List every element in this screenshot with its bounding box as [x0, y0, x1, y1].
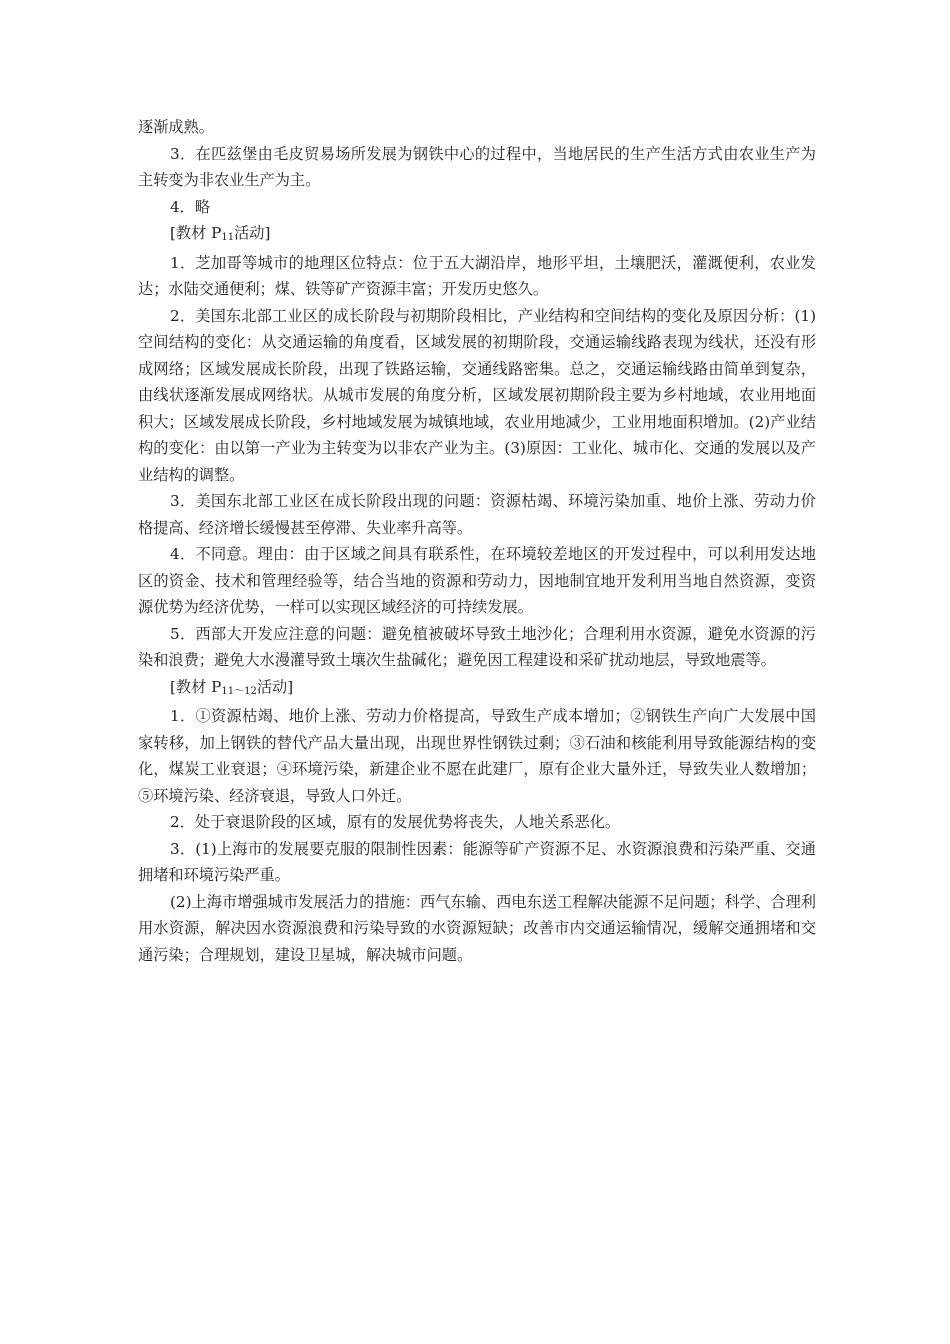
paragraph-answer-4: 4．略 [170, 197, 211, 216]
section-heading-p11 [138, 220, 816, 250]
heading-suffix: 活动] [256, 677, 294, 696]
section-heading-p11-12 [138, 674, 816, 704]
paragraph-decline-3-1: 3．(1)上海市的发展要克服的限制性因素：能源等矿产资源不足、水资源浪费和污染严重、交通拥堵和环境污染严重。 [138, 839, 816, 884]
paragraph-continuation: 逐渐成熟。 [138, 118, 214, 136]
paragraph-decline-3-2: (2)上海市增强城市发展活力的措施：西气东输、西电东送工程解决能源不足问题；科学、合理利用水资源，解决因水资源浪费和污染导致的水资源短缺；改善市内交通运输情况，缓解交通拥堵和交通污染；合理规划，建设卫星城，解决城市问题。 [138, 892, 816, 964]
paragraph-activity-3: 3．美国东北部工业区在成长阶段出现的问题：资源枯竭、环境污染加重、地价上涨、劳动力价格提高、经济增长缓慢甚至停滞、失业率升高等。 [138, 492, 816, 537]
heading-page-subscript: 11 [221, 232, 235, 243]
paragraph-activity-2: 2．美国东北部工业区的成长阶段与初期阶段相比，产业结构和空间结构的变化及原因分析：(1)空间结构的变化：从交通运输的角度看，区域发展的初期阶段，交通运输线路表现为线状，还没有形成网络；区域发展成长阶段，出现了铁路运输，交通线路密集。总之，交通运输线路由简单到复杂，由线状逐渐发展成网络状。从城市发展的角度分析，区域发展初期阶段主要为乡村地域，农业用地面积大；区域发展成长阶段，乡村地域发展为城镇地域，农业用地减少，工业用地面积增加。(2)产业结构的变化：由以第一产业为主转变为以非农产业为主。(3)原因：工业化、城市化、交通的发展以及产业结构的调整。 [138, 306, 816, 484]
heading-page-subscript: 11～12 [221, 685, 257, 697]
paragraph-activity-4: 4．不同意。理由：由于区域之间具有联系性，在环境较差地区的开发过程中，可以利用发达地区的资金、技术和管理经验等，结合当地的资源和劳动力，因地制宜地开发利用当地自然资源，变资源优势为经济优势，一样可以实现区域经济的可持续发展。 [138, 545, 816, 616]
paragraph-activity-5: 5．西部大开发应注意的问题：避免植被破坏导致土地沙化；合理利用水资源，避免水资源的污染和浪费；避免大水漫灌导致土壤次生盐碱化；避免因工程建设和采矿扰动地层，导致地震等。 [138, 624, 816, 669]
paragraph-answer-3: 3．在匹兹堡由毛皮贸易场所发展为钢铁中心的过程中，当地居民的生产生活方式由农业生产为主转变为非农业生产为主。 [138, 144, 816, 189]
heading-suffix: 活动] [234, 224, 271, 242]
document-page [138, 114, 816, 968]
paragraph-decline-1: 1．①资源枯竭、地价上涨、劳动力价格提高，导致生产成本增加；②钢铁生产向广大发展中国家转移，加上钢铁的替代产品大量出现，出现世界性钢铁过剩；③石油和核能利用导致能源结构的变化，煤炭工业衰退；④环境污染，新建企业不愿在此建厂，原有企业大量外迁，导致失业人数增加；⑤环境污染、经济衰退，导致人口外迁。 [138, 707, 816, 805]
heading-prefix: [教材 P [170, 677, 222, 696]
heading-prefix: [教材 P [170, 224, 222, 242]
paragraph-activity-1: 1．芝加哥等城市的地理区位特点：位于五大湖沿岸，地形平坦，土壤肥沃，灌溉便利，农业发达；水陆交通便利；煤、铁等矿产资源丰富；开发历史悠久。 [138, 253, 816, 298]
paragraph-decline-2: 2．处于衰退阶段的区域，原有的发展优势将丧失，人地关系恶化。 [170, 813, 621, 831]
